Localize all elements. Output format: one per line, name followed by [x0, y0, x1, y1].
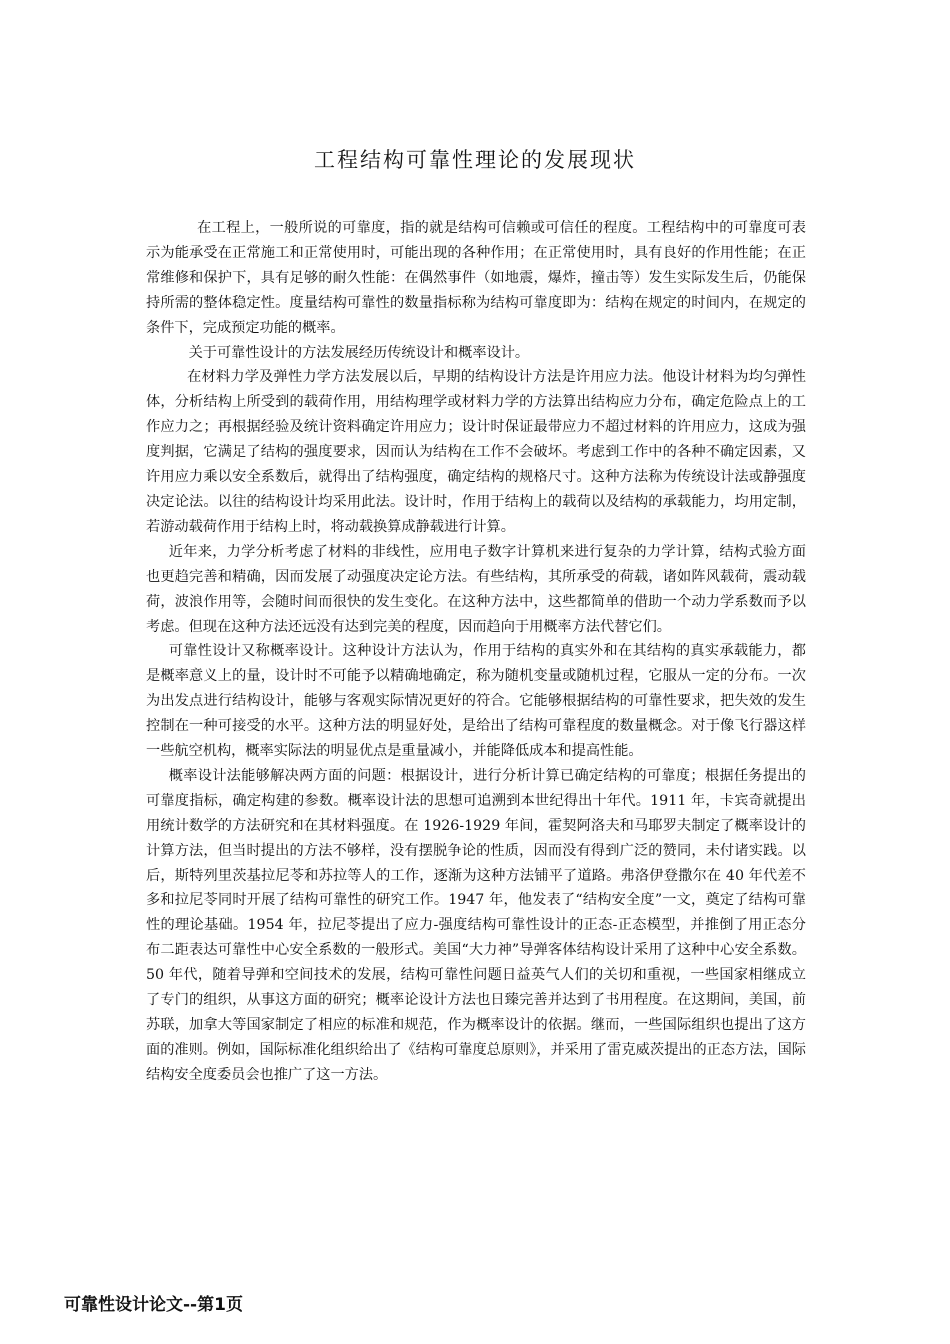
page-footer: 可靠性设计论文--第1页	[64, 1295, 243, 1315]
paragraph: 概率设计法能够解决两方面的问题：根据设计，进行分析计算已确定结构的可靠度；根据任务提出的可靠度指标，确定构建的参数。概率设计法的思想可追溯到本世纪得出十年代。1911 年，卡宾奇就提出用统计数学的方法研究和在其材料强度。在 1926-1929 年间，霍契阿洛夫和马耶罗夫制定了概率设计的计算方法，但当时提出的方法不够样，没有摆脱争论的性质，因而没有得到广泛的赞同，未付诸实践。以后，斯特列里茨基拉尼苓和苏拉等人的工作，逐渐为这种方法铺平了道路。弗洛伊登撒尔在 40 年代差不多和拉尼苓同时开展了结构可靠性的研究工作。1947 年，他发表了“结构安全度”一文，奠定了结构可靠性的理论基础。1954 年，拉尼苓提出了应力-强度结构可靠性设计的正态-正态模型，并推倒了用正态分布二距表达可靠性中心安全系数的一般形式。美国“大力神”导弹客体结构设计采用了这种中心安全系数。50 年代，随着导弹和空间技术的发展，结构可靠性问题日益英气人们的关切和重视，一些国家相继成立了专门的组织，从事这方面的研究；概率论设计方法也日臻完善并达到了书用程度。在这期间，美国，前苏联，加拿大等国家制定了相应的标准和规范，作为概率设计的依据。继而，一些国际组织也提出了这方面的准则。例如，国际标准化组织给出了《结构可靠度总原则》，并采用了雷克威茨提出的正态方法，国际结构安全度委员会也推广了这一方法。	[146, 767, 806, 1083]
paragraph: 在材料力学及弹性力学方法发展以后，早期的结构设计方法是许用应力法。他设计材料为均匀弹性体，分析结构上所受到的载荷作用，用结构理学或材料力学的方法算出结构应力分布，确定危险点上的工作应力之；再根据经验及统计资料确定许用应力；设计时保证最带应力不超过材料的许用应力，这成为强度判据，它满足了结构的强度要求，因而认为结构在工作不会破坏。考虑到工作中的各种不确定因素，又许用应力乘以安全系数后，就得出了结构强度，确定结构的规格尺寸。这种方法称为传统设计法或静强度决定论法。以往的结构设计均采用此法。设计时，作用于结构上的载荷以及结构的承载能力，均用定制，若游动载荷作用于结构上时，将动载换算成静载进行计算。	[146, 369, 806, 535]
paragraph: 关于可靠性设计的方法发展经历传统设计和概率设计。	[188, 344, 530, 361]
paragraph: 近年来，力学分析考虑了材料的非线性，应用电子数字计算机来进行复杂的力学计算，结构式验方面也更趋完善和精确，因而发展了动强度决定论方法。有些结构，其所承受的荷载，诸如阵风载荷，震动载荷，波浪作用等，会随时间而很快的发生变化。在这种方法中，这些都简单的借助一个动力学系数而予以考虑。但现在这种方法还远没有达到完美的程度，因而趋向于用概率方法代替它们。	[146, 543, 806, 635]
document-body	[146, 216, 806, 1088]
document-title: 工程结构可靠性理论的发展现状	[314, 148, 636, 172]
paragraph: 在工程上，一般所说的可靠度，指的就是结构可信赖或可信任的程度。工程结构中的可靠度可表示为能承受在正常施工和正常使用时，可能出现的各种作用；在正常使用时，具有良好的作用性能；在正常维修和保护下，具有足够的耐久性能：在偶然事件（如地震，爆炸，撞击等）发生实际发生后，仍能保持所需的整体稳定性。度量结构可靠性的数量指标称为结构可靠度即为：结构在规定的时间内，在规定的条件下，完成预定功能的概率。	[146, 220, 806, 336]
paragraph: 可靠性设计又称概率设计。这种设计方法认为，作用于结构的真实外和在其结构的真实承载能力，都是概率意义上的量，设计时不可能予以精确地确定，称为随机变量或随机过程，它服从一定的分布。一次为出发点进行结构设计，能够与客观实际情况更好的符合。它能够根据结构的可靠性要求，把失效的发生控制在一种可接受的水平。这种方法的明显好处，是给出了结构可靠程度的数量概念。对于像飞行器这样一些航空机构，概率实际法的明显优点是重量减小，并能降低成本和提高性能。	[146, 643, 806, 760]
